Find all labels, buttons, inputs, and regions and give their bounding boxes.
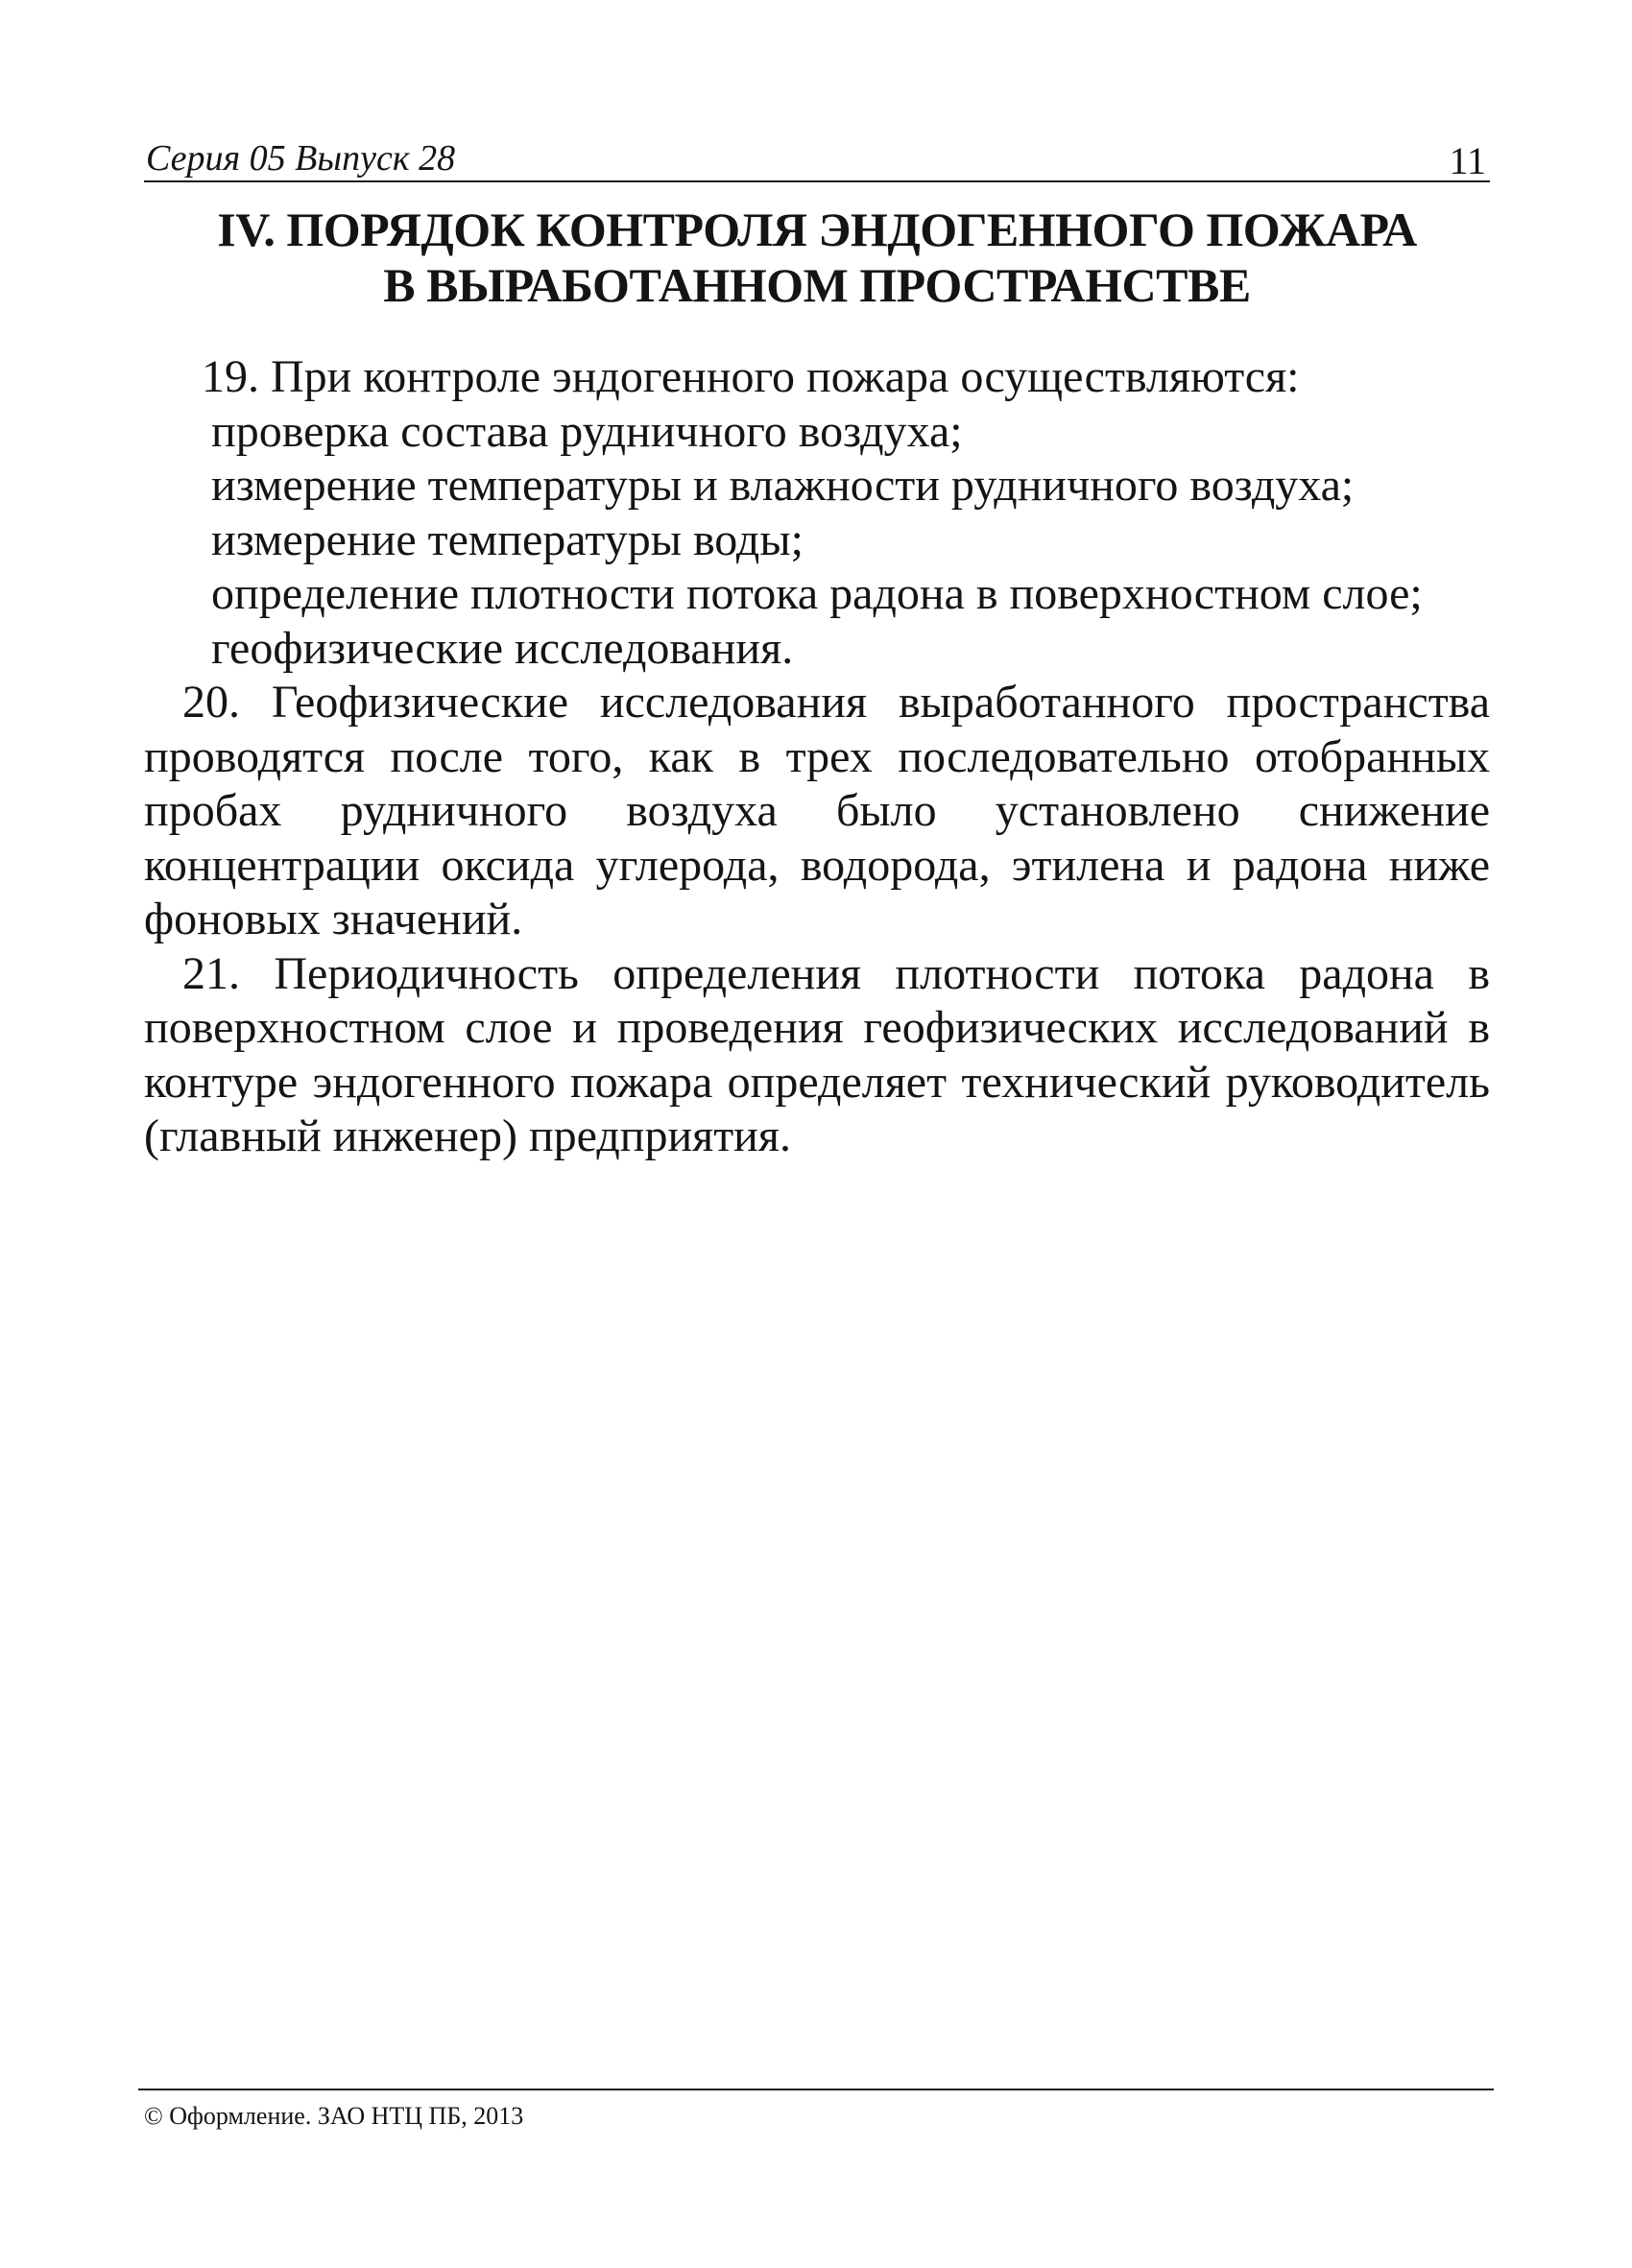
item-21-paragraph: 21. Периодичность определения плотности потока радона в поверхностном слое и проведения геофизических исследований в контуре эндогенного пожара определяет технический руководитель (главный инженер) предприятия. <box>144 947 1490 1161</box>
section-title-line-2: В ВЫРАБОТАННОМ ПРОСТРАНСТВЕ <box>383 258 1251 312</box>
footer-copyright: © Оформление. ЗАО НТЦ ПБ, 2013 <box>144 2102 524 2130</box>
page-number: 11 <box>1449 139 1486 182</box>
series-label: Серия 05 Выпуск 28 <box>146 138 456 179</box>
section-title <box>144 202 1490 313</box>
running-header <box>144 131 1490 182</box>
document-body <box>144 350 1490 1164</box>
list-item: измерение температуры и влажности рудничного воздуха; <box>211 460 1355 511</box>
item-20-paragraph: 20. Геофизические исследования выработанного пространства проводятся после того, как в трех последовательно отобранных пробах рудничного воздуха было установлено снижение концентрации оксида углерода, водорода, этилена и радона ниже фоновых значений. <box>144 677 1490 944</box>
list-item: определение плотности потока радона в поверхностном слое; <box>211 568 1423 619</box>
list-item: геофизические исследования. <box>211 622 794 674</box>
item-19-intro: 19. При контроле эндогенного пожара осуществляются: <box>202 351 1300 402</box>
section-title-line-1: IV. ПОРЯДОК КОНТРОЛЯ ЭНДОГЕННОГО ПОЖАРА <box>217 203 1417 256</box>
footer-rule <box>138 2089 1494 2090</box>
list-item: измерение температуры воды; <box>211 513 804 565</box>
list-item: проверка состава рудничного воздуха; <box>211 405 963 457</box>
